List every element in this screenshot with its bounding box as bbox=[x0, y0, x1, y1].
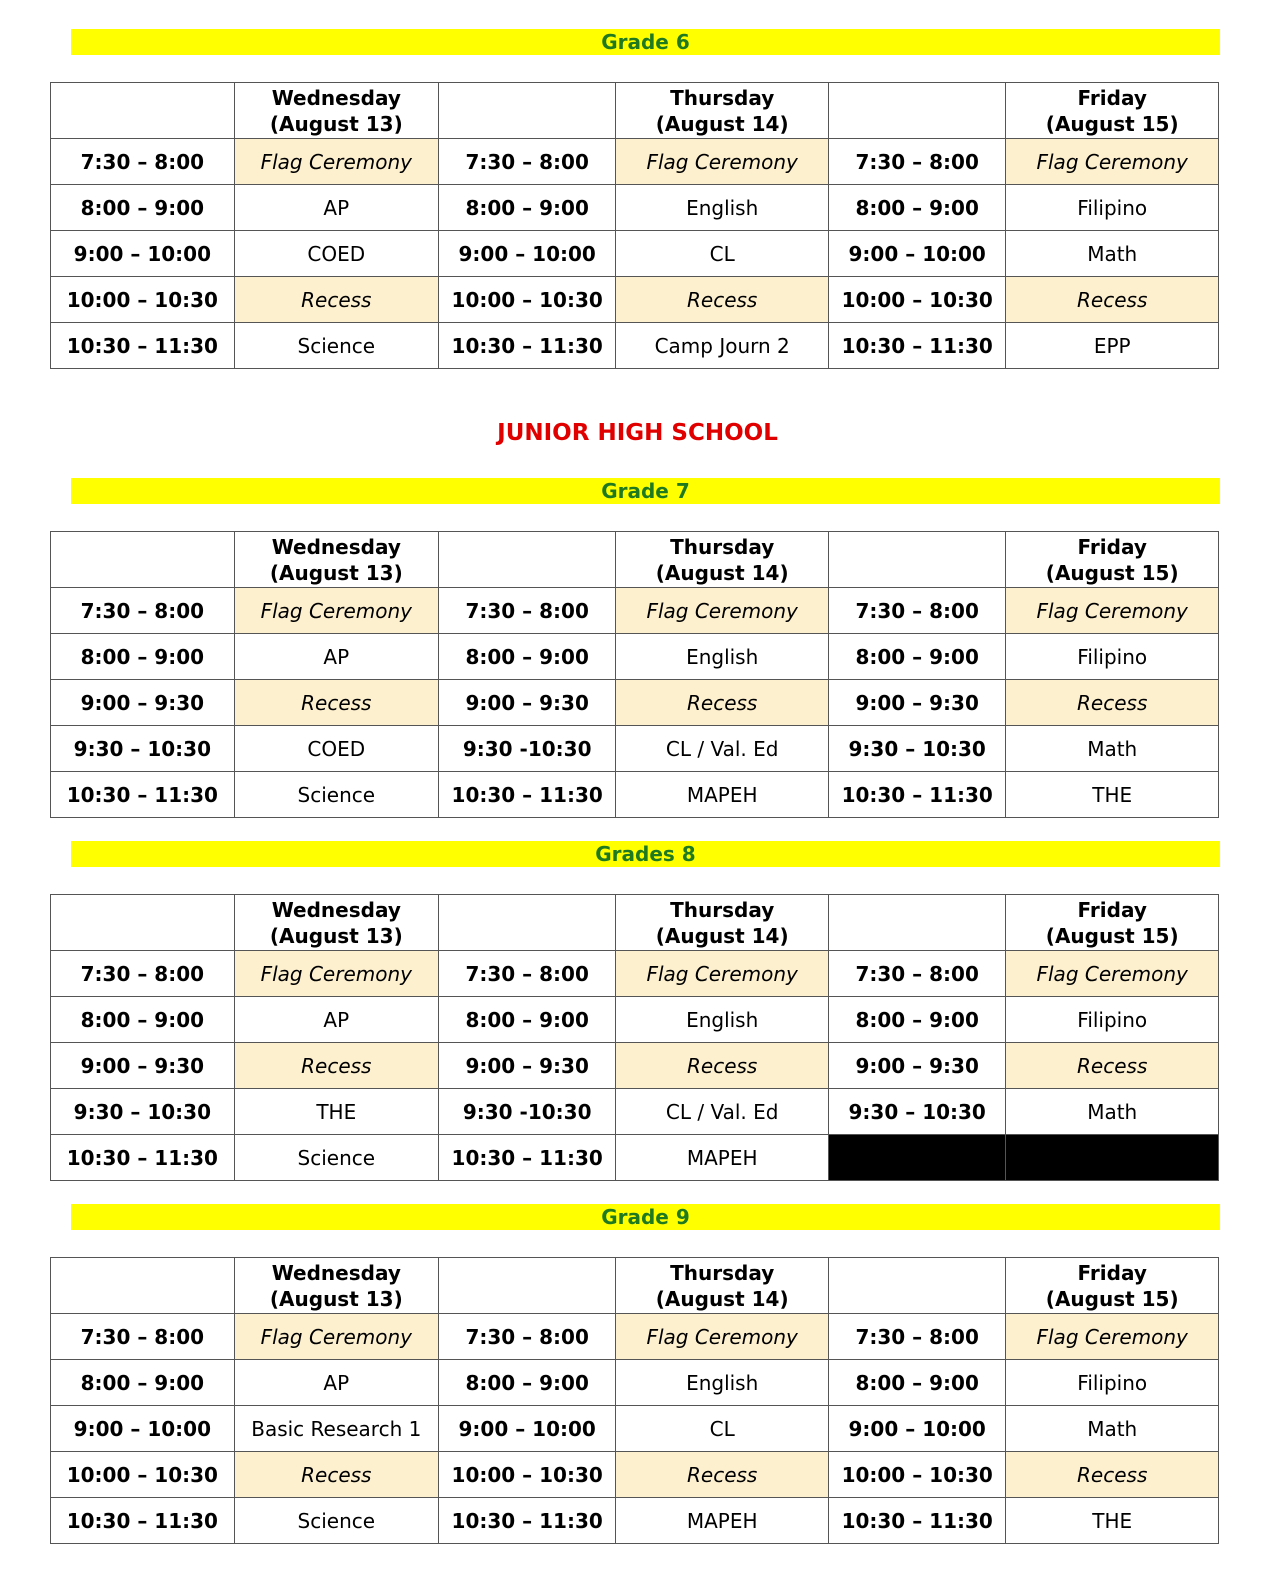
table-row bbox=[51, 277, 1219, 323]
grade-8-title: Grades 8 bbox=[71, 841, 1220, 867]
time-cell: 9:30 – 10:30 bbox=[828, 726, 1005, 772]
table-row bbox=[51, 1314, 1219, 1360]
empty-header-cell bbox=[828, 532, 1005, 588]
subject-cell: CL bbox=[616, 231, 829, 277]
day-header bbox=[1006, 532, 1219, 588]
subject-cell: Recess bbox=[616, 1043, 829, 1089]
subject-cell: Flag Ceremony bbox=[234, 951, 438, 997]
redacted-cell bbox=[1006, 1135, 1219, 1181]
subject-cell: Filipino bbox=[1006, 1360, 1219, 1406]
subject-cell: Recess bbox=[1006, 1452, 1219, 1498]
day-date: (August 15) bbox=[1045, 560, 1179, 585]
subject-cell: THE bbox=[234, 1089, 438, 1135]
time-cell: 10:30 – 11:30 bbox=[51, 772, 235, 818]
table-row bbox=[51, 726, 1219, 772]
empty-header-cell bbox=[438, 83, 615, 139]
subject-cell: Flag Ceremony bbox=[1006, 139, 1219, 185]
day-name: Wednesday bbox=[271, 85, 401, 110]
time-cell: 10:30 – 11:30 bbox=[828, 323, 1005, 369]
subject-cell: Science bbox=[234, 1135, 438, 1181]
subject-cell: CL / Val. Ed bbox=[616, 726, 829, 772]
subject-cell: AP bbox=[234, 1360, 438, 1406]
subject-cell: Math bbox=[1006, 1089, 1219, 1135]
subject-cell: Science bbox=[234, 1498, 438, 1544]
day-date: (August 14) bbox=[655, 560, 789, 585]
subject-cell: Flag Ceremony bbox=[616, 1314, 829, 1360]
time-cell: 9:00 – 9:30 bbox=[438, 680, 615, 726]
subject-cell: Flag Ceremony bbox=[1006, 588, 1219, 634]
subject-cell: Science bbox=[234, 772, 438, 818]
time-cell: 10:00 – 10:30 bbox=[438, 277, 615, 323]
time-cell: 7:30 – 8:00 bbox=[51, 1314, 235, 1360]
day-date: (August 13) bbox=[269, 923, 403, 948]
grade-9-title: Grade 9 bbox=[71, 1204, 1220, 1230]
time-cell: 8:00 – 9:00 bbox=[438, 185, 615, 231]
header-row bbox=[51, 83, 1219, 139]
subject-cell: MAPEH bbox=[616, 1135, 829, 1181]
subject-cell: Camp Journ 2 bbox=[616, 323, 829, 369]
table-row bbox=[51, 1135, 1219, 1181]
empty-header-cell bbox=[828, 83, 1005, 139]
time-cell: 10:30 – 11:30 bbox=[51, 323, 235, 369]
time-cell: 8:00 – 9:00 bbox=[828, 185, 1005, 231]
subject-cell: Filipino bbox=[1006, 997, 1219, 1043]
time-cell: 8:00 – 9:00 bbox=[828, 634, 1005, 680]
grade-9-schedule bbox=[50, 1257, 1219, 1544]
time-cell: 9:00 – 9:30 bbox=[51, 1043, 235, 1089]
time-cell: 8:00 – 9:00 bbox=[51, 634, 235, 680]
subject-cell: Recess bbox=[616, 277, 829, 323]
empty-header-cell bbox=[51, 532, 235, 588]
time-cell: 7:30 – 8:00 bbox=[438, 951, 615, 997]
time-cell: 10:00 – 10:30 bbox=[51, 1452, 235, 1498]
empty-header-cell bbox=[51, 1258, 235, 1314]
time-cell: 7:30 – 8:00 bbox=[438, 1314, 615, 1360]
empty-header-cell bbox=[438, 895, 615, 951]
day-header bbox=[234, 83, 438, 139]
time-cell: 8:00 – 9:00 bbox=[51, 1360, 235, 1406]
table-row bbox=[51, 323, 1219, 369]
day-header bbox=[616, 83, 829, 139]
subject-cell: Flag Ceremony bbox=[234, 1314, 438, 1360]
grade-6-schedule bbox=[50, 82, 1219, 369]
empty-header-cell bbox=[51, 83, 235, 139]
time-cell: 9:00 – 9:30 bbox=[438, 1043, 615, 1089]
time-cell: 7:30 – 8:00 bbox=[438, 139, 615, 185]
header-row bbox=[51, 1258, 1219, 1314]
header-row bbox=[51, 895, 1219, 951]
subject-cell: Recess bbox=[1006, 1043, 1219, 1089]
day-date: (August 13) bbox=[269, 560, 403, 585]
day-header bbox=[234, 1258, 438, 1314]
time-cell: 10:30 – 11:30 bbox=[51, 1498, 235, 1544]
time-cell: 9:00 – 10:00 bbox=[51, 231, 235, 277]
time-cell: 9:00 – 9:30 bbox=[51, 680, 235, 726]
subject-cell: CL bbox=[616, 1406, 829, 1452]
day-header bbox=[616, 1258, 829, 1314]
day-name: Wednesday bbox=[271, 1260, 401, 1285]
subject-cell: Flag Ceremony bbox=[1006, 951, 1219, 997]
table-row bbox=[51, 1043, 1219, 1089]
subject-cell: Filipino bbox=[1006, 634, 1219, 680]
subject-cell: Recess bbox=[234, 680, 438, 726]
empty-header-cell bbox=[438, 1258, 615, 1314]
table-row bbox=[51, 1452, 1219, 1498]
day-header bbox=[234, 895, 438, 951]
grade-8-schedule bbox=[50, 894, 1219, 1181]
day-name: Wednesday bbox=[271, 534, 401, 559]
subject-cell: EPP bbox=[1006, 323, 1219, 369]
subject-cell: English bbox=[616, 1360, 829, 1406]
time-cell: 8:00 – 9:00 bbox=[438, 1360, 615, 1406]
empty-header-cell bbox=[828, 895, 1005, 951]
subject-cell: AP bbox=[234, 634, 438, 680]
time-cell: 9:00 – 9:30 bbox=[828, 680, 1005, 726]
subject-cell: COED bbox=[234, 726, 438, 772]
table-row bbox=[51, 1089, 1219, 1135]
time-cell: 7:30 – 8:00 bbox=[828, 588, 1005, 634]
day-name: Thursday bbox=[670, 897, 775, 922]
subject-cell: AP bbox=[234, 997, 438, 1043]
time-cell: 10:30 – 11:30 bbox=[438, 323, 615, 369]
subject-cell: Recess bbox=[234, 277, 438, 323]
subject-cell: Flag Ceremony bbox=[616, 951, 829, 997]
subject-cell: MAPEH bbox=[616, 1498, 829, 1544]
time-cell: 8:00 – 9:00 bbox=[828, 997, 1005, 1043]
day-header bbox=[1006, 83, 1219, 139]
subject-cell: Filipino bbox=[1006, 185, 1219, 231]
time-cell: 7:30 – 8:00 bbox=[828, 139, 1005, 185]
table-row bbox=[51, 997, 1219, 1043]
table-row bbox=[51, 1406, 1219, 1452]
grade-7-title: Grade 7 bbox=[71, 478, 1220, 504]
subject-cell: Recess bbox=[234, 1452, 438, 1498]
table-row bbox=[51, 231, 1219, 277]
table-row bbox=[51, 634, 1219, 680]
empty-header-cell bbox=[828, 1258, 1005, 1314]
day-header bbox=[1006, 1258, 1219, 1314]
subject-cell: Flag Ceremony bbox=[616, 588, 829, 634]
time-cell: 8:00 – 9:00 bbox=[438, 997, 615, 1043]
time-cell: 9:30 -10:30 bbox=[438, 726, 615, 772]
day-header bbox=[234, 532, 438, 588]
redacted-cell bbox=[828, 1135, 1005, 1181]
subject-cell: CL / Val. Ed bbox=[616, 1089, 829, 1135]
section-title: JUNIOR HIGH SCHOOL bbox=[497, 420, 778, 446]
time-cell: 9:00 – 10:00 bbox=[828, 1406, 1005, 1452]
time-cell: 7:30 – 8:00 bbox=[828, 951, 1005, 997]
subject-cell: Recess bbox=[1006, 680, 1219, 726]
time-cell: 9:30 -10:30 bbox=[438, 1089, 615, 1135]
time-cell: 7:30 – 8:00 bbox=[51, 588, 235, 634]
subject-cell: COED bbox=[234, 231, 438, 277]
subject-cell: THE bbox=[1006, 1498, 1219, 1544]
day-name: Wednesday bbox=[271, 897, 401, 922]
day-name: Thursday bbox=[670, 1260, 775, 1285]
time-cell: 8:00 – 9:00 bbox=[51, 185, 235, 231]
table-row bbox=[51, 680, 1219, 726]
day-date: (August 15) bbox=[1045, 923, 1179, 948]
subject-cell: Recess bbox=[616, 680, 829, 726]
subject-cell: Basic Research 1 bbox=[234, 1406, 438, 1452]
time-cell: 9:30 – 10:30 bbox=[51, 726, 235, 772]
time-cell: 9:00 – 10:00 bbox=[438, 231, 615, 277]
day-header bbox=[1006, 895, 1219, 951]
day-date: (August 15) bbox=[1045, 1286, 1179, 1311]
day-name: Thursday bbox=[670, 534, 775, 559]
subject-cell: English bbox=[616, 634, 829, 680]
time-cell: 9:00 – 9:30 bbox=[828, 1043, 1005, 1089]
table-row bbox=[51, 1360, 1219, 1406]
time-cell: 7:30 – 8:00 bbox=[438, 588, 615, 634]
time-cell: 10:00 – 10:30 bbox=[51, 277, 235, 323]
grade-6-title: Grade 6 bbox=[71, 29, 1220, 55]
table-row bbox=[51, 139, 1219, 185]
time-cell: 10:30 – 11:30 bbox=[438, 1498, 615, 1544]
subject-cell: Recess bbox=[1006, 277, 1219, 323]
day-name: Thursday bbox=[670, 85, 775, 110]
subject-cell: Math bbox=[1006, 1406, 1219, 1452]
time-cell: 10:30 – 11:30 bbox=[438, 772, 615, 818]
day-name: Friday bbox=[1077, 534, 1147, 559]
day-header bbox=[616, 895, 829, 951]
day-name: Friday bbox=[1077, 85, 1147, 110]
table-row bbox=[51, 951, 1219, 997]
grade-7-schedule bbox=[50, 531, 1219, 818]
subject-cell: Flag Ceremony bbox=[1006, 1314, 1219, 1360]
subject-cell: Recess bbox=[616, 1452, 829, 1498]
table-row bbox=[51, 588, 1219, 634]
header-row bbox=[51, 532, 1219, 588]
time-cell: 10:00 – 10:30 bbox=[828, 1452, 1005, 1498]
time-cell: 9:30 – 10:30 bbox=[51, 1089, 235, 1135]
day-header bbox=[616, 532, 829, 588]
time-cell: 9:00 – 10:00 bbox=[438, 1406, 615, 1452]
subject-cell: Math bbox=[1006, 231, 1219, 277]
time-cell: 9:00 – 10:00 bbox=[51, 1406, 235, 1452]
subject-cell: THE bbox=[1006, 772, 1219, 818]
subject-cell: Flag Ceremony bbox=[616, 139, 829, 185]
subject-cell: English bbox=[616, 997, 829, 1043]
time-cell: 10:30 – 11:30 bbox=[51, 1135, 235, 1181]
subject-cell: Flag Ceremony bbox=[234, 139, 438, 185]
time-cell: 10:00 – 10:30 bbox=[438, 1452, 615, 1498]
table-row bbox=[51, 185, 1219, 231]
time-cell: 10:30 – 11:30 bbox=[438, 1135, 615, 1181]
subject-cell: Science bbox=[234, 323, 438, 369]
time-cell: 10:30 – 11:30 bbox=[828, 1498, 1005, 1544]
subject-cell: English bbox=[616, 185, 829, 231]
time-cell: 9:00 – 10:00 bbox=[828, 231, 1005, 277]
day-date: (August 14) bbox=[655, 111, 789, 136]
table-row bbox=[51, 1498, 1219, 1544]
subject-cell: Math bbox=[1006, 726, 1219, 772]
empty-header-cell bbox=[51, 895, 235, 951]
table-row bbox=[51, 772, 1219, 818]
subject-cell: Recess bbox=[234, 1043, 438, 1089]
day-date: (August 14) bbox=[655, 1286, 789, 1311]
time-cell: 7:30 – 8:00 bbox=[828, 1314, 1005, 1360]
time-cell: 8:00 – 9:00 bbox=[438, 634, 615, 680]
subject-cell: AP bbox=[234, 185, 438, 231]
time-cell: 10:30 – 11:30 bbox=[828, 772, 1005, 818]
time-cell: 7:30 – 8:00 bbox=[51, 139, 235, 185]
day-date: (August 14) bbox=[655, 923, 789, 948]
time-cell: 9:30 – 10:30 bbox=[828, 1089, 1005, 1135]
day-date: (August 13) bbox=[269, 1286, 403, 1311]
time-cell: 10:00 – 10:30 bbox=[828, 277, 1005, 323]
empty-header-cell bbox=[438, 532, 615, 588]
time-cell: 8:00 – 9:00 bbox=[828, 1360, 1005, 1406]
day-date: (August 13) bbox=[269, 111, 403, 136]
subject-cell: Flag Ceremony bbox=[234, 588, 438, 634]
day-date: (August 15) bbox=[1045, 111, 1179, 136]
time-cell: 8:00 – 9:00 bbox=[51, 997, 235, 1043]
day-name: Friday bbox=[1077, 897, 1147, 922]
subject-cell: MAPEH bbox=[616, 772, 829, 818]
day-name: Friday bbox=[1077, 1260, 1147, 1285]
time-cell: 7:30 – 8:00 bbox=[51, 951, 235, 997]
